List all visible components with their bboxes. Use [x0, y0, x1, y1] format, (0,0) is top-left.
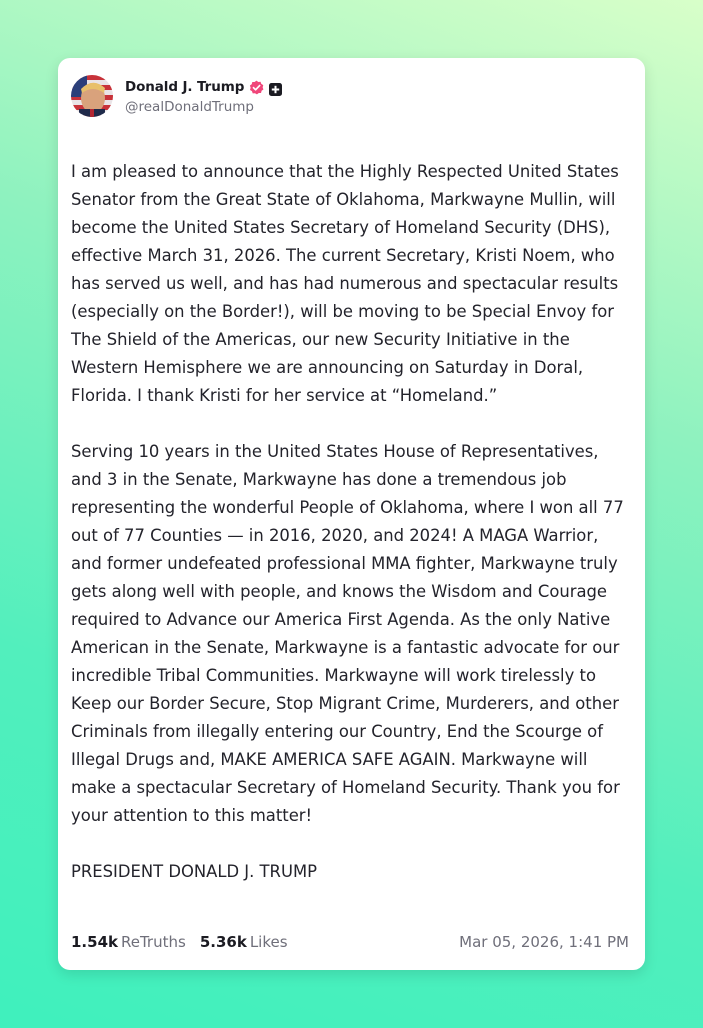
avatar[interactable] [71, 75, 113, 117]
author-info [125, 77, 282, 115]
post-card [58, 58, 645, 970]
author-handle[interactable]: @realDonaldTrump [125, 99, 254, 115]
post-paragraph: Serving 10 years in the United States House of Representatives, and 3 in the Senate, Markwayne has done a tremendous job representing the wonderful People of Oklahoma, where I won all 77 out of 77 Counties — in 2016, 2020, and 2024! A MAGA Warrior, and former undefeated professional MMA fighter, Markwayne truly gets along well with people, and knows the Wisdom and Courage required to Advance our America First Agenda. As the only Native American in the Senate, Markwayne is a fantastic advocate for our incredible Tribal Communities. Markwayne will work tirelessly to Keep our Border Secure, Stop Migrant Crime, Murderers, and other Criminals from illegally entering our Country, End the Scourge of Illegal Drugs and, MAKE AMERICA SAFE AGAIN. Markwayne will make a spectacular Secretary of Homeland Security. Thank you for your attention to this matter! [71, 442, 624, 825]
post-paragraph: I am pleased to announce that the Highly Respected United States Senator from the Great State of Oklahoma, Markwayne Mullin, will become the United States Secretary of Homeland Security (DHS), effective March 31, 2026. The current Secretary, Kristi Noem, who has served us well, and has had numerous and spectacular results (especially on the Border!), will be moving to be Special Envoy for The Shield of the Americas, our new Security Initiative in the Western Hemisphere we are announcing on Saturday in Doral, Florida. I thank Kristi for her service at “Homeland.” [71, 162, 619, 405]
post-body [71, 158, 632, 886]
post-timestamp[interactable]: Mar 05, 2026, 1:41 PM [459, 933, 629, 951]
likes-stat[interactable] [200, 933, 288, 951]
author-name-row [125, 77, 282, 97]
likes-count: 5.36k [199, 933, 247, 951]
plus-badge-icon [269, 81, 282, 94]
post-footer [71, 933, 629, 951]
post-header [71, 74, 632, 118]
retruths-label: ReTruths [121, 933, 186, 951]
likes-label: Likes [249, 933, 288, 951]
post-signature: PRESIDENT DONALD J. TRUMP [71, 862, 317, 881]
avatar-image [71, 75, 113, 117]
retruths-stat[interactable] [71, 933, 186, 951]
verified-badge-icon [249, 80, 264, 95]
retruths-count: 1.54k [71, 933, 118, 951]
author-display-name[interactable]: Donald J. Trump [125, 79, 245, 95]
